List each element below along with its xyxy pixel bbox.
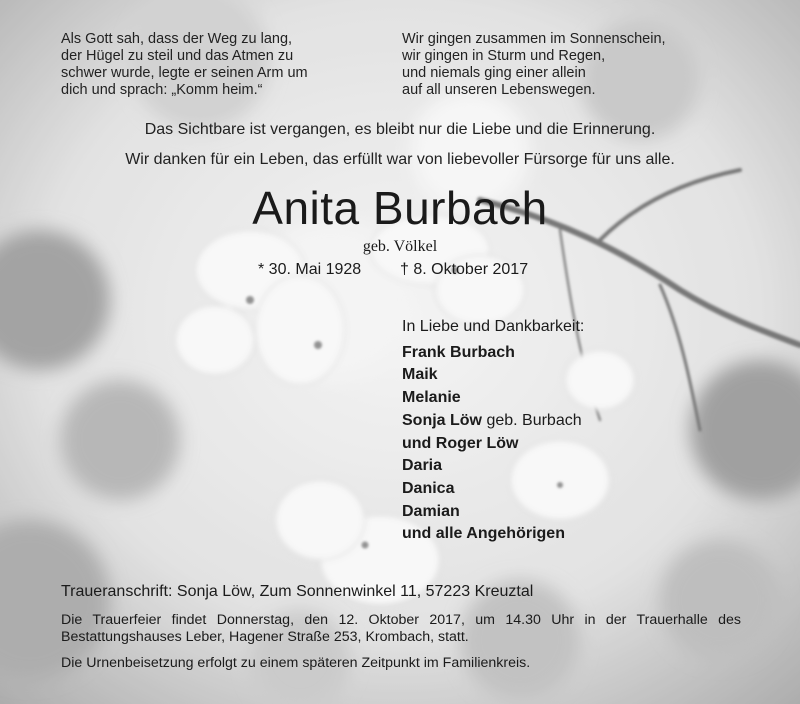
poem-left bbox=[61, 31, 308, 99]
mourner-name: und Roger Löw bbox=[402, 434, 519, 452]
mourning-address: Traueranschrift: Sonja Löw, Zum Sonnenwinkel 11, 57223 Kreuztal bbox=[61, 583, 534, 600]
poem-right bbox=[402, 31, 666, 99]
deceased-name: Anita Burbach bbox=[252, 182, 548, 234]
maiden-name: geb. Völkel bbox=[362, 238, 438, 255]
poem-left-line: schwer wurde, legte er seinen Arm um bbox=[61, 65, 308, 81]
mourner-name: Danica bbox=[402, 479, 455, 497]
mourners-block bbox=[402, 316, 584, 546]
poem-left-line: Als Gott sah, dass der Weg zu lang, bbox=[61, 31, 293, 47]
death-date: † 8. Oktober 2017 bbox=[400, 261, 529, 278]
poem-right-line: auf all unseren Lebenswegen. bbox=[402, 82, 596, 98]
poem-right-line: und niemals ging einer allein bbox=[402, 65, 586, 81]
mourner-name: Daria bbox=[402, 457, 443, 475]
poem-left-line: dich und sprach: „Komm heim.“ bbox=[61, 82, 263, 98]
birth-date: * 30. Mai 1928 bbox=[258, 261, 362, 278]
mourner-name: Sonja Löw geb. Burbach bbox=[402, 411, 582, 429]
saying-line-2: Wir danken für ein Leben, das erfüllt war von liebevoller Fürsorge für uns alle. bbox=[125, 151, 675, 168]
poem-right-line: Wir gingen zusammen im Sonnenschein, bbox=[402, 31, 666, 47]
poem-left-line: der Hügel zu steil und das Atmen zu bbox=[61, 48, 294, 64]
mourner-name: Damian bbox=[402, 502, 460, 520]
funeral-notice: Die Trauerfeier findet Donnerstag, den 12. Oktober 2017, um 14.30 Uhr in der Trauerhalle des Bestattungshauses Leber, Hagener Straße 253, Krombach, statt. bbox=[61, 612, 741, 645]
mourner-maiden-note: geb. Burbach bbox=[482, 411, 582, 429]
urn-notice: Die Urnenbeisetzung erfolgt zu einem späteren Zeitpunkt im Familienkreis. bbox=[61, 655, 531, 671]
mourner-name: Melanie bbox=[402, 389, 461, 407]
mourner-name: Maik bbox=[402, 366, 438, 384]
mourner-name: und alle Angehörigen bbox=[402, 525, 565, 543]
mourner-name: Frank Burbach bbox=[402, 343, 515, 361]
mourners-intro: In Liebe und Dankbarkeit: bbox=[402, 318, 585, 335]
poem-right-line: wir gingen in Sturm und Regen, bbox=[402, 48, 606, 64]
saying-line-1: Das Sichtbare ist vergangen, es bleibt nur die Liebe und die Erinnerung. bbox=[144, 121, 656, 138]
